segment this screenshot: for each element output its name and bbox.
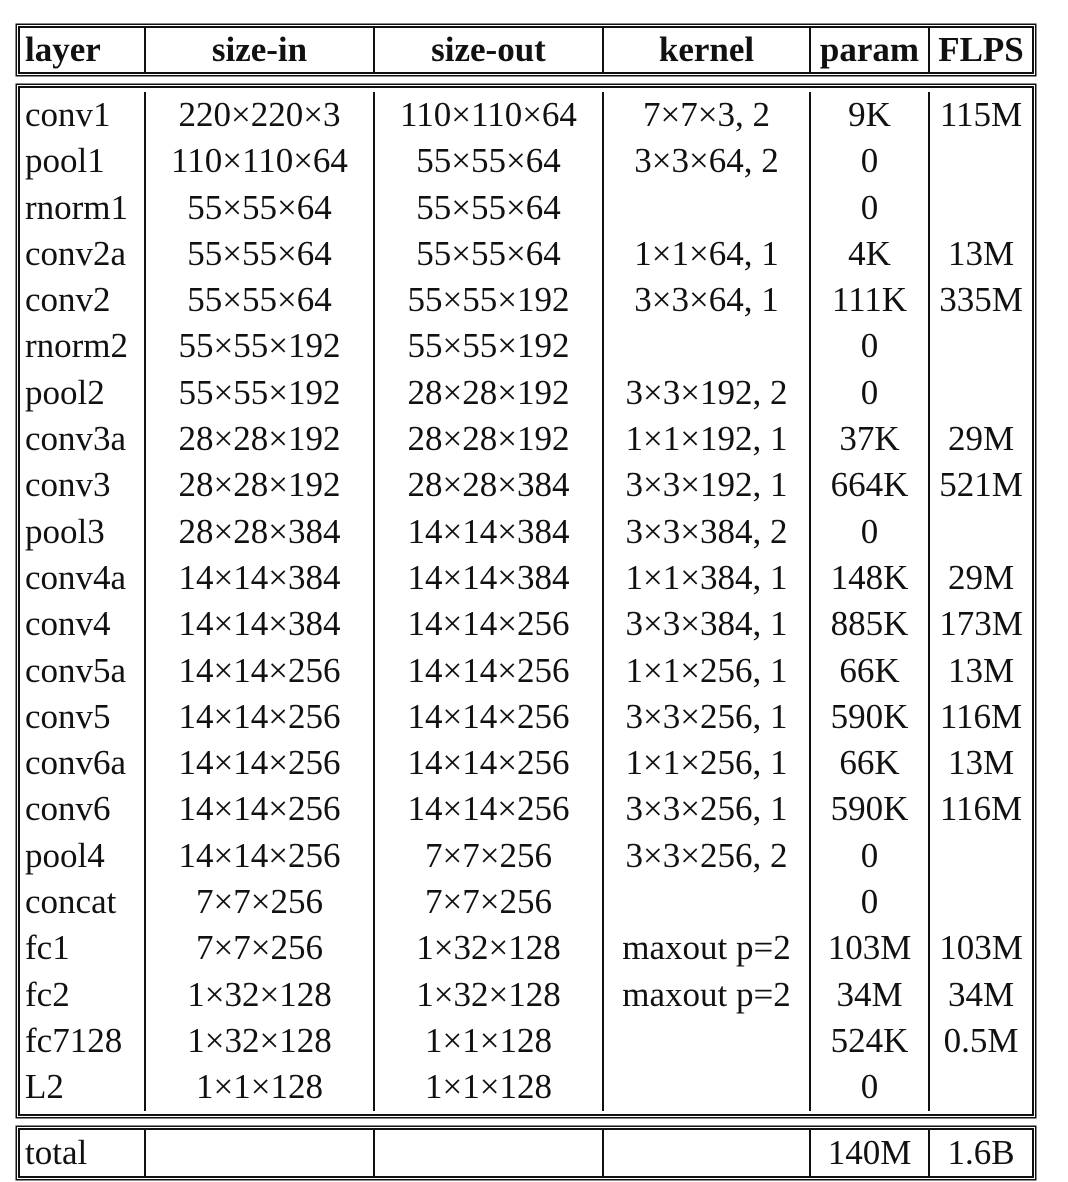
- cell-size-in: 14×14×256: [144, 648, 373, 694]
- cell-param: 9K: [809, 92, 928, 138]
- cell-flps: 29M: [928, 416, 1032, 462]
- cell-flps: 116M: [928, 694, 1032, 740]
- architecture-table: [18, 26, 1034, 1178]
- cell-param: 0: [809, 185, 928, 231]
- cell-size-out: 7×7×256: [373, 879, 602, 925]
- cell-size-in: 55×55×192: [144, 370, 373, 416]
- cell-kernel: [602, 1064, 809, 1110]
- table-row: [20, 1064, 1032, 1110]
- cell-flps: 103M: [928, 925, 1032, 971]
- table-row: [20, 509, 1032, 555]
- cell-size-in: 28×28×192: [144, 462, 373, 508]
- cell-param: 66K: [809, 740, 928, 786]
- cell-param: 524K: [809, 1018, 928, 1064]
- table-row: [20, 231, 1032, 277]
- total-flps: 1.6B: [928, 1130, 1032, 1176]
- cell-flps: [928, 138, 1032, 184]
- cell-kernel: 3×3×256, 2: [602, 833, 809, 879]
- header-flps: FLPS: [928, 28, 1032, 72]
- table-row: [20, 833, 1032, 879]
- cell-layer: pool1: [25, 141, 105, 181]
- cell-kernel: 1×1×256, 1: [602, 648, 809, 694]
- table-row: [20, 786, 1032, 832]
- table-row: [20, 555, 1032, 601]
- cell-size-in: 14×14×256: [144, 694, 373, 740]
- cell-kernel: 1×1×384, 1: [602, 555, 809, 601]
- table-row: [20, 370, 1032, 416]
- table-row: [20, 323, 1032, 369]
- cell-size-in: 1×1×128: [144, 1064, 373, 1110]
- cell-size-out: 14×14×256: [373, 601, 602, 647]
- table-row: [20, 1018, 1032, 1064]
- cell-layer: fc7128: [25, 1020, 123, 1060]
- cell-flps: 13M: [928, 231, 1032, 277]
- cell-layer: rnorm1: [25, 187, 129, 227]
- cell-flps: [928, 370, 1032, 416]
- cell-layer: conv3: [25, 465, 111, 505]
- cell-param: 0: [809, 879, 928, 925]
- cell-param: 34M: [809, 972, 928, 1018]
- table-body: [18, 86, 1034, 1116]
- cell-param: 0: [809, 323, 928, 369]
- cell-size-in: 1×32×128: [144, 972, 373, 1018]
- cell-kernel: maxout p=2: [602, 925, 809, 971]
- cell-layer: pool2: [25, 372, 105, 412]
- cell-kernel: 7×7×3, 2: [602, 92, 809, 138]
- cell-kernel: 3×3×384, 1: [602, 601, 809, 647]
- cell-layer: pool4: [25, 835, 105, 875]
- cell-param: 111K: [809, 277, 928, 323]
- cell-layer: conv2: [25, 280, 111, 320]
- header-row: [20, 28, 1032, 72]
- cell-flps: [928, 509, 1032, 555]
- cell-param: 590K: [809, 694, 928, 740]
- cell-param: 148K: [809, 555, 928, 601]
- cell-flps: 521M: [928, 462, 1032, 508]
- cell-size-out: 55×55×192: [373, 277, 602, 323]
- cell-flps: 0.5M: [928, 1018, 1032, 1064]
- header-size-out: size-out: [373, 28, 602, 72]
- cell-kernel: 3×3×256, 1: [602, 694, 809, 740]
- cell-layer: conv2a: [25, 233, 127, 273]
- cell-param: 103M: [809, 925, 928, 971]
- cell-size-out: 55×55×64: [373, 138, 602, 184]
- cell-kernel: 1×1×256, 1: [602, 740, 809, 786]
- cell-size-in: 14×14×256: [144, 786, 373, 832]
- header-size-in: size-in: [144, 28, 373, 72]
- cell-layer: pool3: [25, 511, 105, 551]
- cell-size-out: 14×14×256: [373, 648, 602, 694]
- cell-flps: [928, 879, 1032, 925]
- cell-size-out: 28×28×384: [373, 462, 602, 508]
- cell-size-in: 7×7×256: [144, 925, 373, 971]
- cell-kernel: [602, 323, 809, 369]
- cell-param: 885K: [809, 601, 928, 647]
- cell-param: 66K: [809, 648, 928, 694]
- cell-kernel: 3×3×64, 2: [602, 138, 809, 184]
- header-param: param: [809, 28, 928, 72]
- cell-flps: 34M: [928, 972, 1032, 1018]
- total-label: total: [25, 1132, 88, 1172]
- cell-kernel: 3×3×64, 1: [602, 277, 809, 323]
- total-row: [20, 1130, 1032, 1176]
- table-row: [20, 92, 1032, 138]
- cell-flps: [928, 323, 1032, 369]
- cell-layer: conv1: [25, 95, 111, 134]
- cell-param: 664K: [809, 462, 928, 508]
- cell-size-in: 28×28×192: [144, 416, 373, 462]
- total-param: 140M: [809, 1130, 928, 1176]
- cell-kernel: 3×3×384, 2: [602, 509, 809, 555]
- cell-size-out: 55×55×192: [373, 323, 602, 369]
- cell-layer: fc2: [25, 974, 70, 1014]
- cell-flps: 115M: [928, 92, 1032, 138]
- cell-size-in: 14×14×256: [144, 833, 373, 879]
- cell-param: 4K: [809, 231, 928, 277]
- cell-flps: 173M: [928, 601, 1032, 647]
- table-row: [20, 972, 1032, 1018]
- cell-param: 37K: [809, 416, 928, 462]
- header-layer: layer: [25, 30, 101, 69]
- cell-param: 0: [809, 833, 928, 879]
- cell-size-out: 55×55×64: [373, 231, 602, 277]
- cell-size-out: 55×55×64: [373, 185, 602, 231]
- cell-size-out: 7×7×256: [373, 833, 602, 879]
- cell-flps: 29M: [928, 555, 1032, 601]
- cell-size-in: 28×28×384: [144, 509, 373, 555]
- table-total: [18, 1128, 1034, 1178]
- cell-size-in: 55×55×64: [144, 277, 373, 323]
- cell-layer: conv6: [25, 789, 111, 829]
- table-row: [20, 740, 1032, 786]
- table-row: [20, 925, 1032, 971]
- cell-size-out: 14×14×256: [373, 694, 602, 740]
- table-row: [20, 138, 1032, 184]
- cell-flps: 116M: [928, 786, 1032, 832]
- cell-size-in: 1×32×128: [144, 1018, 373, 1064]
- cell-size-out: 110×110×64: [373, 92, 602, 138]
- cell-kernel: 3×3×192, 1: [602, 462, 809, 508]
- cell-flps: 13M: [928, 740, 1032, 786]
- cell-size-out: 1×32×128: [373, 925, 602, 971]
- cell-kernel: 1×1×64, 1: [602, 231, 809, 277]
- cell-size-in: 110×110×64: [144, 138, 373, 184]
- cell-layer: concat: [25, 882, 117, 922]
- cell-layer: conv4a: [25, 557, 127, 597]
- cell-param: 590K: [809, 786, 928, 832]
- cell-param: 0: [809, 138, 928, 184]
- table-row: [20, 185, 1032, 231]
- table-row: [20, 462, 1032, 508]
- cell-size-in: 55×55×192: [144, 323, 373, 369]
- cell-kernel: [602, 1018, 809, 1064]
- cell-size-in: 14×14×256: [144, 740, 373, 786]
- cell-param: 0: [809, 509, 928, 555]
- cell-flps: [928, 833, 1032, 879]
- cell-flps: 335M: [928, 277, 1032, 323]
- cell-size-in: 7×7×256: [144, 879, 373, 925]
- cell-flps: [928, 185, 1032, 231]
- cell-flps: [928, 1064, 1032, 1110]
- cell-size-out: 28×28×192: [373, 416, 602, 462]
- cell-kernel: maxout p=2: [602, 972, 809, 1018]
- cell-size-out: 1×32×128: [373, 972, 602, 1018]
- cell-layer: fc1: [25, 928, 70, 968]
- total-size-out: [373, 1130, 602, 1176]
- cell-size-in: 55×55×64: [144, 185, 373, 231]
- cell-size-in: 14×14×384: [144, 601, 373, 647]
- cell-size-in: 220×220×3: [144, 92, 373, 138]
- cell-layer: rnorm2: [25, 326, 129, 366]
- cell-size-in: 14×14×384: [144, 555, 373, 601]
- table-row: [20, 601, 1032, 647]
- cell-kernel: [602, 185, 809, 231]
- table-header: [18, 26, 1034, 74]
- table-row: [20, 277, 1032, 323]
- cell-layer: conv6a: [25, 743, 127, 783]
- cell-layer: L2: [25, 1067, 64, 1107]
- cell-size-out: 1×1×128: [373, 1018, 602, 1064]
- cell-size-out: 14×14×256: [373, 740, 602, 786]
- total-size-in: [144, 1130, 373, 1176]
- table-row: [20, 416, 1032, 462]
- cell-kernel: 3×3×256, 1: [602, 786, 809, 832]
- cell-param: 0: [809, 1064, 928, 1110]
- cell-layer: conv5: [25, 696, 111, 736]
- total-kernel: [602, 1130, 809, 1176]
- cell-layer: conv5a: [25, 650, 127, 690]
- cell-size-out: 28×28×192: [373, 370, 602, 416]
- cell-layer: conv3a: [25, 419, 127, 459]
- cell-param: 0: [809, 370, 928, 416]
- table-row: [20, 879, 1032, 925]
- cell-kernel: 3×3×192, 2: [602, 370, 809, 416]
- cell-size-out: 14×14×256: [373, 786, 602, 832]
- cell-size-out: 14×14×384: [373, 509, 602, 555]
- cell-size-out: 14×14×384: [373, 555, 602, 601]
- cell-flps: 13M: [928, 648, 1032, 694]
- cell-size-in: 55×55×64: [144, 231, 373, 277]
- cell-layer: conv4: [25, 604, 111, 644]
- table-row: [20, 648, 1032, 694]
- header-kernel: kernel: [602, 28, 809, 72]
- cell-size-out: 1×1×128: [373, 1064, 602, 1110]
- cell-kernel: 1×1×192, 1: [602, 416, 809, 462]
- cell-kernel: [602, 879, 809, 925]
- table-row: [20, 694, 1032, 740]
